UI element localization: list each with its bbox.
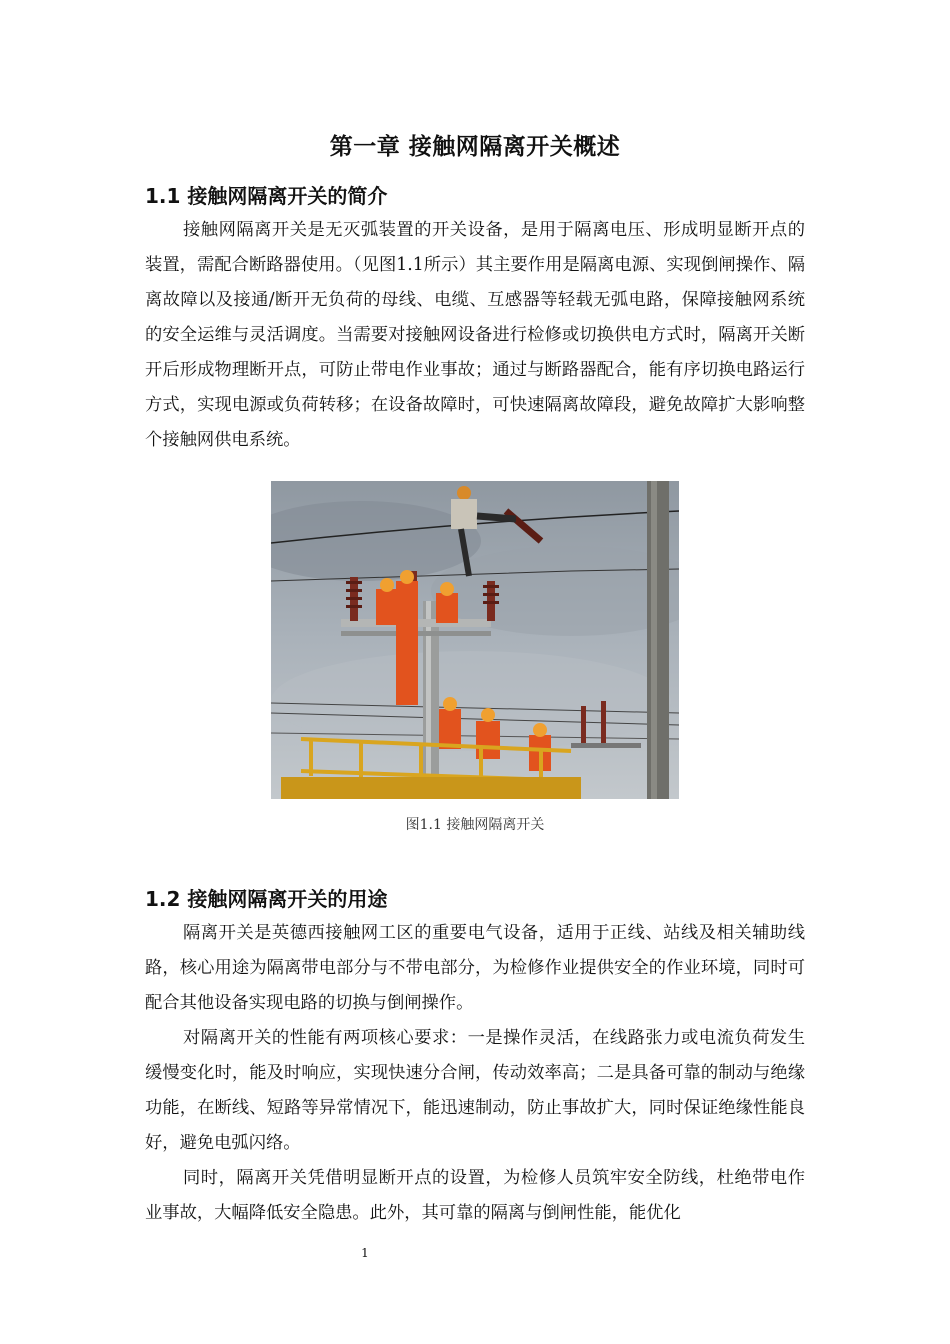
section-1-2-paragraph-2: 对隔离开关的性能有两项核心要求：一是操作灵活，在线路张力或电流负荷发生缓慢变化时，能及时响应，实现快速分合闸，传动效率高；二是具备可靠的制动与绝缘功能，在断线、短路等异常情况下，能迅速制动，防止事故扩大，同时保证绝缘性能良好，避免电弧闪络。 [145,1028,805,1153]
page-number: 1 [361,1246,369,1260]
figure-isolating-switch-photo [271,481,679,799]
workers-on-pole-illustration [271,481,679,799]
section-heading-1-1: 1.1 接触网隔离开关的简介 [145,184,388,208]
section-heading-1-2: 1.2 接触网隔离开关的用途 [145,887,388,911]
figure-caption: 图1.1 接触网隔离开关 [405,817,545,833]
section-1-2-paragraph-3: 同时，隔离开关凭借明显断开点的设置，为检修人员筑牢安全防线，杜绝带电作业事故，大幅降低安全隐患。此外，其可靠的隔离与倒闸性能，能优化 [145,1168,805,1223]
chapter-title: 第一章 接触网隔离开关概述 [329,134,621,160]
section-1-1-paragraph: 接触网隔离开关是无灭弧装置的开关设备，是用于隔离电压、形成明显断开点的装置，需配合断路器使用。（见图1.1所示）其主要作用是隔离电源、实现倒闸操作、隔离故障以及接通/断开无负荷的母线、电缆、互感器等轻载无弧电路，保障接触网系统的安全运维与灵活调度。当需要对接触网设备进行检修或切换供电方式时，隔离开关断开后形成物理断开点，可防止带电作业事故；通过与断路器配合，能有序切换电路运行方式，实现电源或负荷转移；在设备故障时，可快速隔离故障段，避免故障扩大影响整个接触网供电系统。 [145,220,805,450]
section-1-2-paragraph-1: 隔离开关是英德西接触网工区的重要电气设备，适用于正线、站线及相关辅助线路，核心用途为隔离带电部分与不带电部分，为检修作业提供安全的作业环境，同时可配合其他设备实现电路的切换与倒闸操作。 [145,923,805,1013]
